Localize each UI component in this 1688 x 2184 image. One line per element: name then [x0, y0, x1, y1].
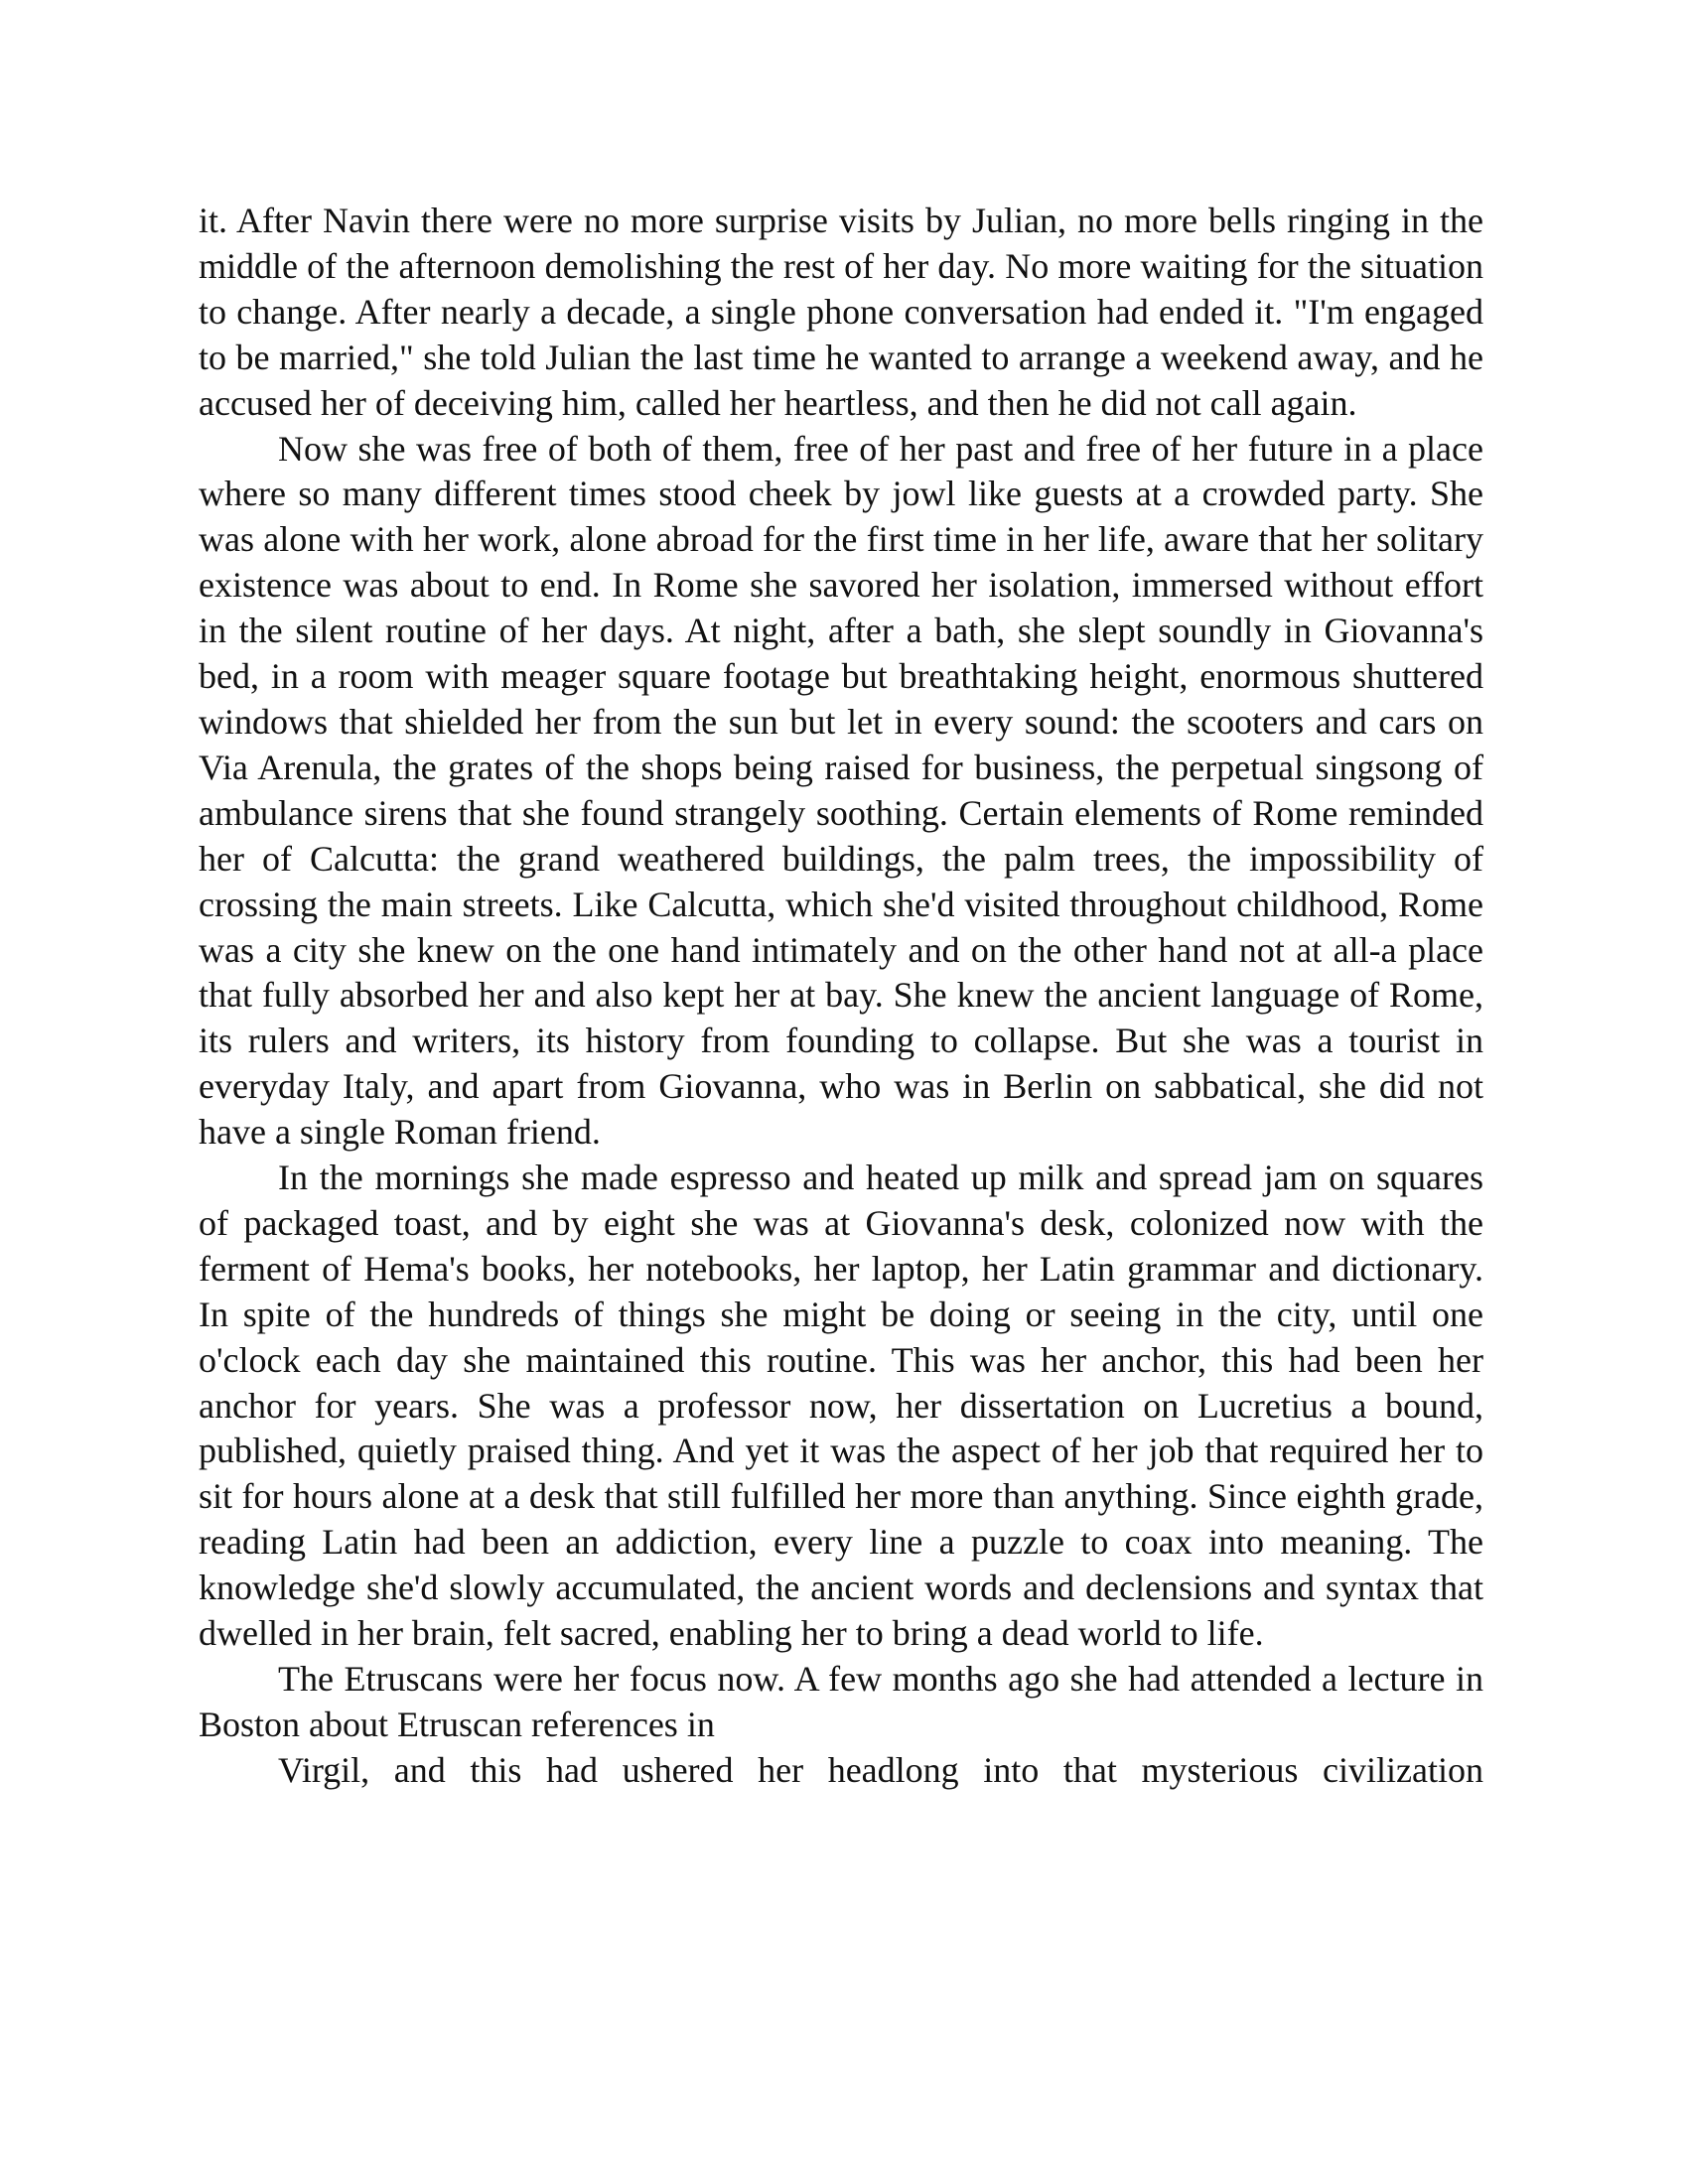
paragraph-3: In the mornings she made espresso and heated up milk and spread jam on squares of packaged toast, and by eight she was at Giovanna's desk, colonized now with the ferment of Hema's books, her notebooks, her laptop, her Latin grammar and dictionary. In spite of the hundreds of things she might be doing or seeing in the city, until one o'clock each day she maintained this routine. This was her anchor, this had been her anchor for years. She was a professor now, her dissertation on Lucretius a bound, published, quietly praised thing. And yet it was the aspect of her job that required her to sit for hours alone at a desk that still fulfilled her more than anything. Since eighth grade, reading Latin had been an addiction, every line a puzzle to coax into meaning. The knowledge she'd slowly accumulated, the ancient words and declensions and syntax that dwelled in her brain, felt sacred, enabling her to bring a dead world to life. [199, 1158, 1483, 1654]
paragraph-2: Now she was free of both of them, free of her past and free of her future in a place where so many different times stood cheek by jowl like guests at a crowded party. She was alone with her work, alone abroad for the first time in her life, aware that her solitary existence was about to end. In Rome she savored her isolation, immersed without effort in the silent routine of her days. At night, after a bath, she slept soundly in Giovanna's bed, in a room with meager square footage but breathtaking height, enormous shuttered windows that shielded her from the sun but let in every sound: the scooters and cars on Via Arenula, the grates of the shops being raised for business, the perpetual singsong of ambulance sirens that she found strangely soothing. Certain elements of Rome reminded her of Calcutta: the grand weathered buildings, the palm trees, the impossibility of crossing the main streets. Like Calcutta, which she'd visited throughout childhood, Rome was a city she knew on the one hand intimately and on the other hand not at all-a place that fully absorbed her and also kept her at bay. She knew the ancient language of Rome, its rulers and writers, its history from founding to collapse. But she was a tourist in everyday Italy, and apart from Giovanna, who was in Berlin on sabbatical, she did not have a single Roman friend. [199, 428, 1483, 1153]
paragraph-5: Virgil, and this had ushered her headlong into that mysterious civilization [278, 1749, 1483, 1790]
paragraph-1: it. After Navin there were no more surprise visits by Julian, no more bells ringing in the middle of the afternoon demolishing the rest of her day. No more waiting for the situation to change. After nearly a decade, a single phone conversation had ended it. "I'm engaged to be married," she told Julian the last time he wanted to arrange a weekend away, and he accused her of deceiving him, called her heartless, and then he did not call again. [199, 201, 1483, 423]
body-text [199, 199, 1483, 1794]
paragraph-4: The Etruscans were her focus now. A few months ago she had attended a lecture in Boston about Etruscan references in [199, 1659, 1483, 1744]
